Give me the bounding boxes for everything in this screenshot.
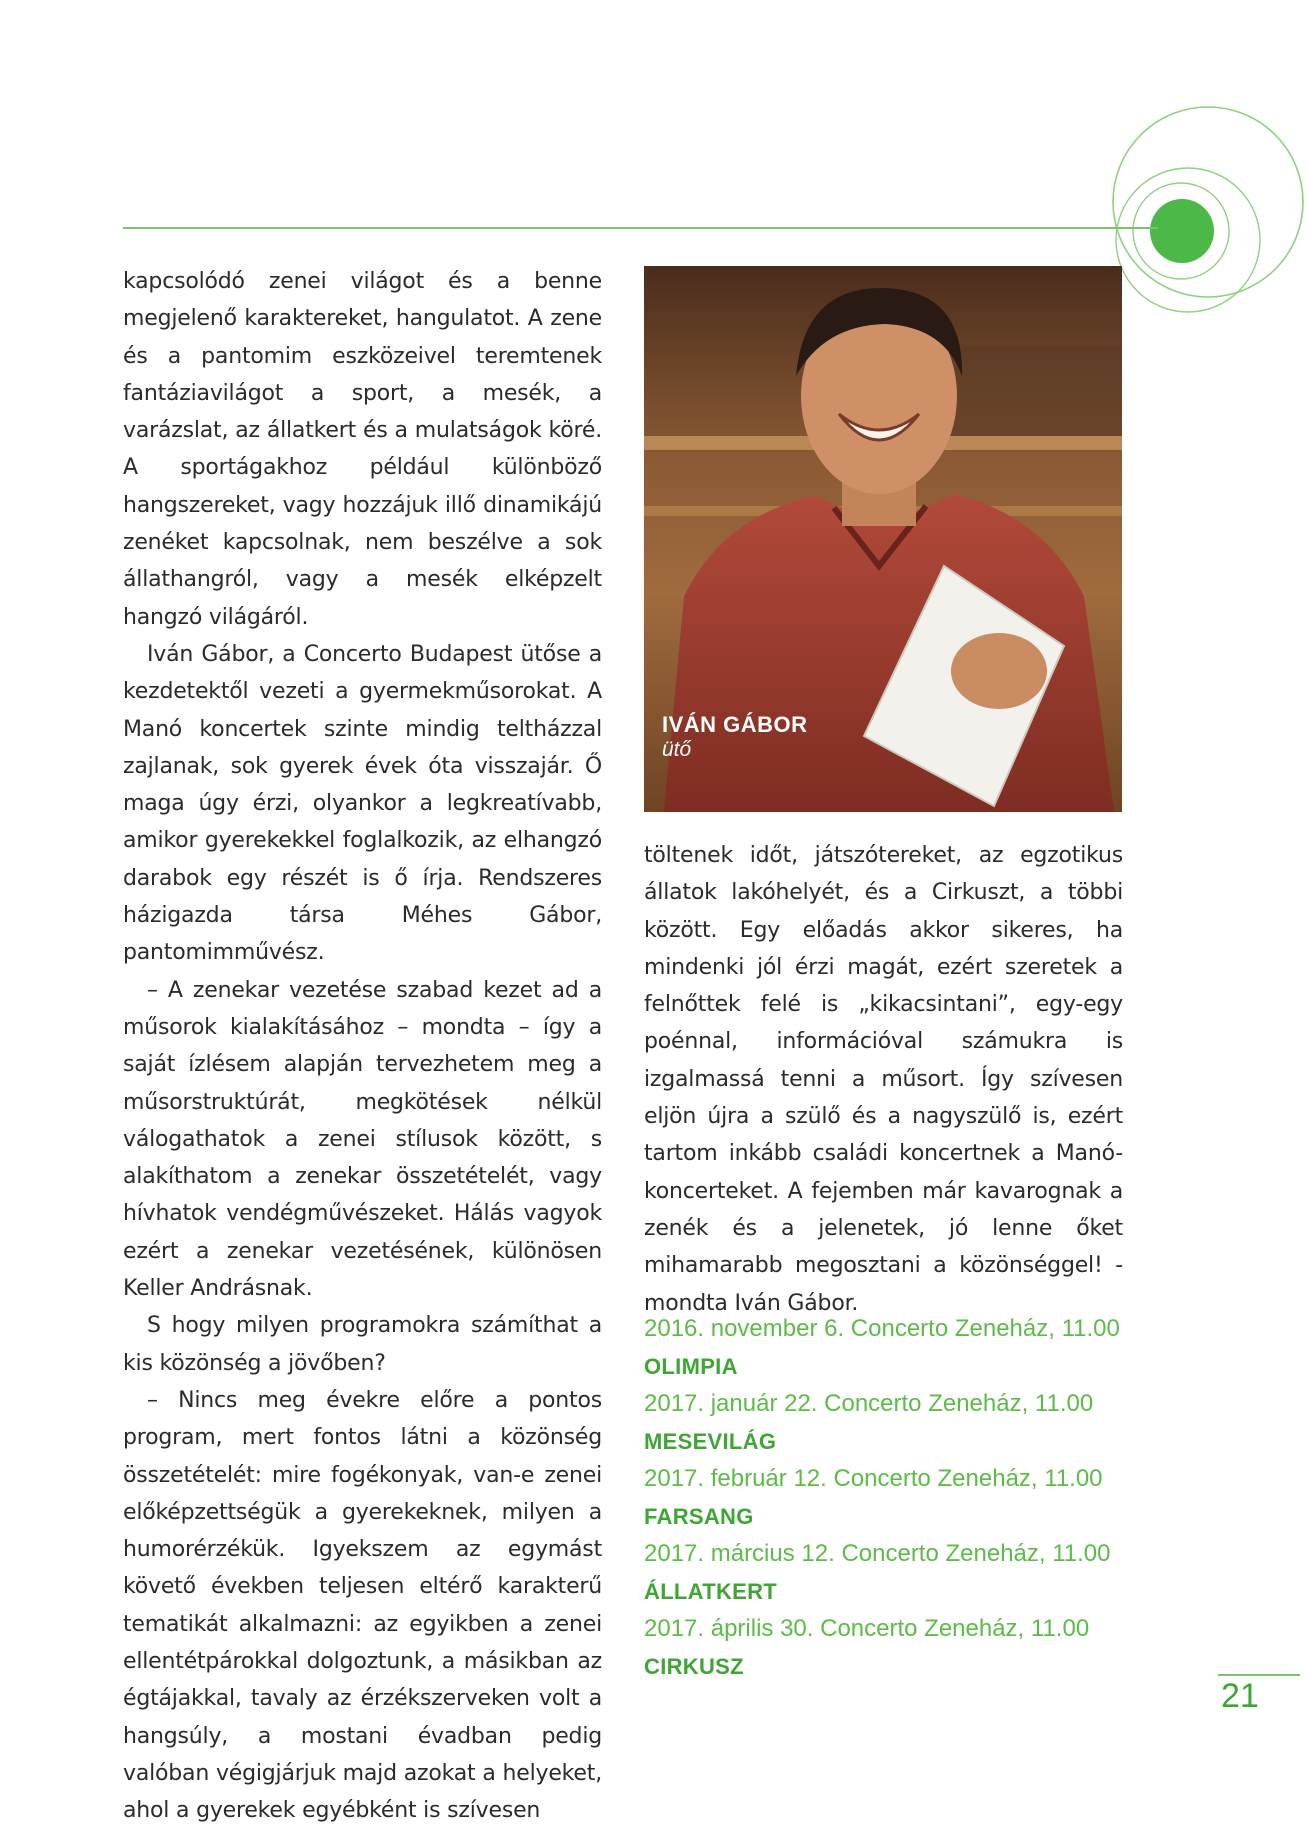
filled-dot bbox=[1150, 199, 1214, 263]
paragraph: – A zenekar vezetése szabad kezet ad a műsorok kialakításához – mondta – így a saját ízlésem alapján tervezhetem meg a műsorstruktúrát, megkötések nélkül válogathatok a zenei stílusok között, s alakíthatom a zenekar összetételét, vagy hívhatok vendégművészeket. Hálás vagyok ezért a zenekar vezetésének, különösen Keller Andrásnak. bbox=[123, 977, 602, 1302]
photo-caption bbox=[662, 712, 808, 762]
portrait-photo bbox=[644, 266, 1122, 812]
event-date: 2017. április 30. Concerto Zeneház, 11.00 bbox=[644, 1615, 1090, 1642]
top-rule bbox=[123, 227, 1158, 229]
paragraph: Iván Gábor, a Concerto Budapest ütőse a kezdetektől vezeti a gyermekműsorokat. A Manó koncertek szinte mindig teltházzal zajlanak, sok gyerek évek óta visszajár. Ő maga úgy érzi, olyankor a legkreatívabb, amikor gyerekekkel foglalkozik, az elhangzó darabok egy részét is ő írja. Rendszeres házigazda társa Méhes Gábor, pantomimművész. bbox=[123, 641, 602, 966]
left-text-column bbox=[123, 263, 602, 1829]
event-title: ÁLLATKERT bbox=[644, 1578, 778, 1604]
right-text-column bbox=[644, 837, 1123, 1322]
event-date: 2017. március 12. Concerto Zeneház, 11.00 bbox=[644, 1540, 1111, 1567]
page-number: 21 bbox=[1221, 1677, 1259, 1715]
event-schedule bbox=[644, 1310, 1144, 1685]
paragraph: töltenek időt, játszótereket, az egzotikus állatok lakóhelyét, és a Cirkuszt, a többi között. Egy előadás akkor sikeres, ha mindenki jól érzi magát, ezért szeretek a felnőttek felé is „kikacsintani”, egy-egy poénnal, információval számukra is izgalmassá tenni a műsort. Így szívesen eljön újra a szülő és a nagyszülő is, ezért tartom inkább családi koncertnek a Manó-koncerteket. A fejemben már kavarognak a zenék és a jelenetek, jó lenne őket mihamarabb megosztani a közönséggel! - mondta Iván Gábor. bbox=[644, 843, 1123, 1316]
paragraph: – Nincs meg évekre előre a pontos program, mert fontos látni a közönség összetételét: mire fogékonyak, van-e zenei előképzettségük a gyerekeknek, milyen a humorérzékük. Igyekszem az egymást követő években teljesen eltérő karakterű tematikát alkalmazni: az egyikben a zenei ellentétpárokkal dolgoztunk, a másikban az égtájakkal, tavaly az érzékszerveken volt a hangsúly, a mostani évadban pedig valóban végigjárjuk majd azokat a helyeket, ahol a gyerekek egyébként is szívesen bbox=[123, 1387, 602, 1824]
event-title: CIRKUSZ bbox=[644, 1653, 744, 1679]
paragraph: kapcsolódó zenei világot és a benne megjelenő karaktereket, hangulatot. A zene és a pantomim eszközeivel teremtenek fantáziavilágot a sport, a mesék, a varázslat, az állatkert és a mulatságok köré. A sportágakhoz például különböző hangszereket, vagy hozzájuk illő dinamikájú zenéket kapcsolnak, nem beszélve a sok állathangról, vagy a mesék elképzelt hangzó világáról. bbox=[123, 269, 602, 630]
caption-role: ütő bbox=[662, 738, 692, 761]
caption-name: IVÁN GÁBOR bbox=[662, 712, 808, 737]
large-ring bbox=[1113, 107, 1303, 297]
event-date: 2016. november 6. Concerto Zeneház, 11.00 bbox=[644, 1315, 1120, 1342]
paragraph: S hogy milyen programokra számíthat a kis közönség a jövőben? bbox=[123, 1313, 602, 1376]
event-title: MESEVILÁG bbox=[644, 1428, 777, 1454]
event-title: FARSANG bbox=[644, 1503, 754, 1529]
event-title: OLIMPIA bbox=[644, 1353, 738, 1379]
event-date: 2017. február 12. Concerto Zeneház, 11.00 bbox=[644, 1465, 1103, 1492]
bottom-rule bbox=[1218, 1674, 1300, 1676]
event-date: 2017. január 22. Concerto Zeneház, 11.00 bbox=[644, 1390, 1094, 1417]
